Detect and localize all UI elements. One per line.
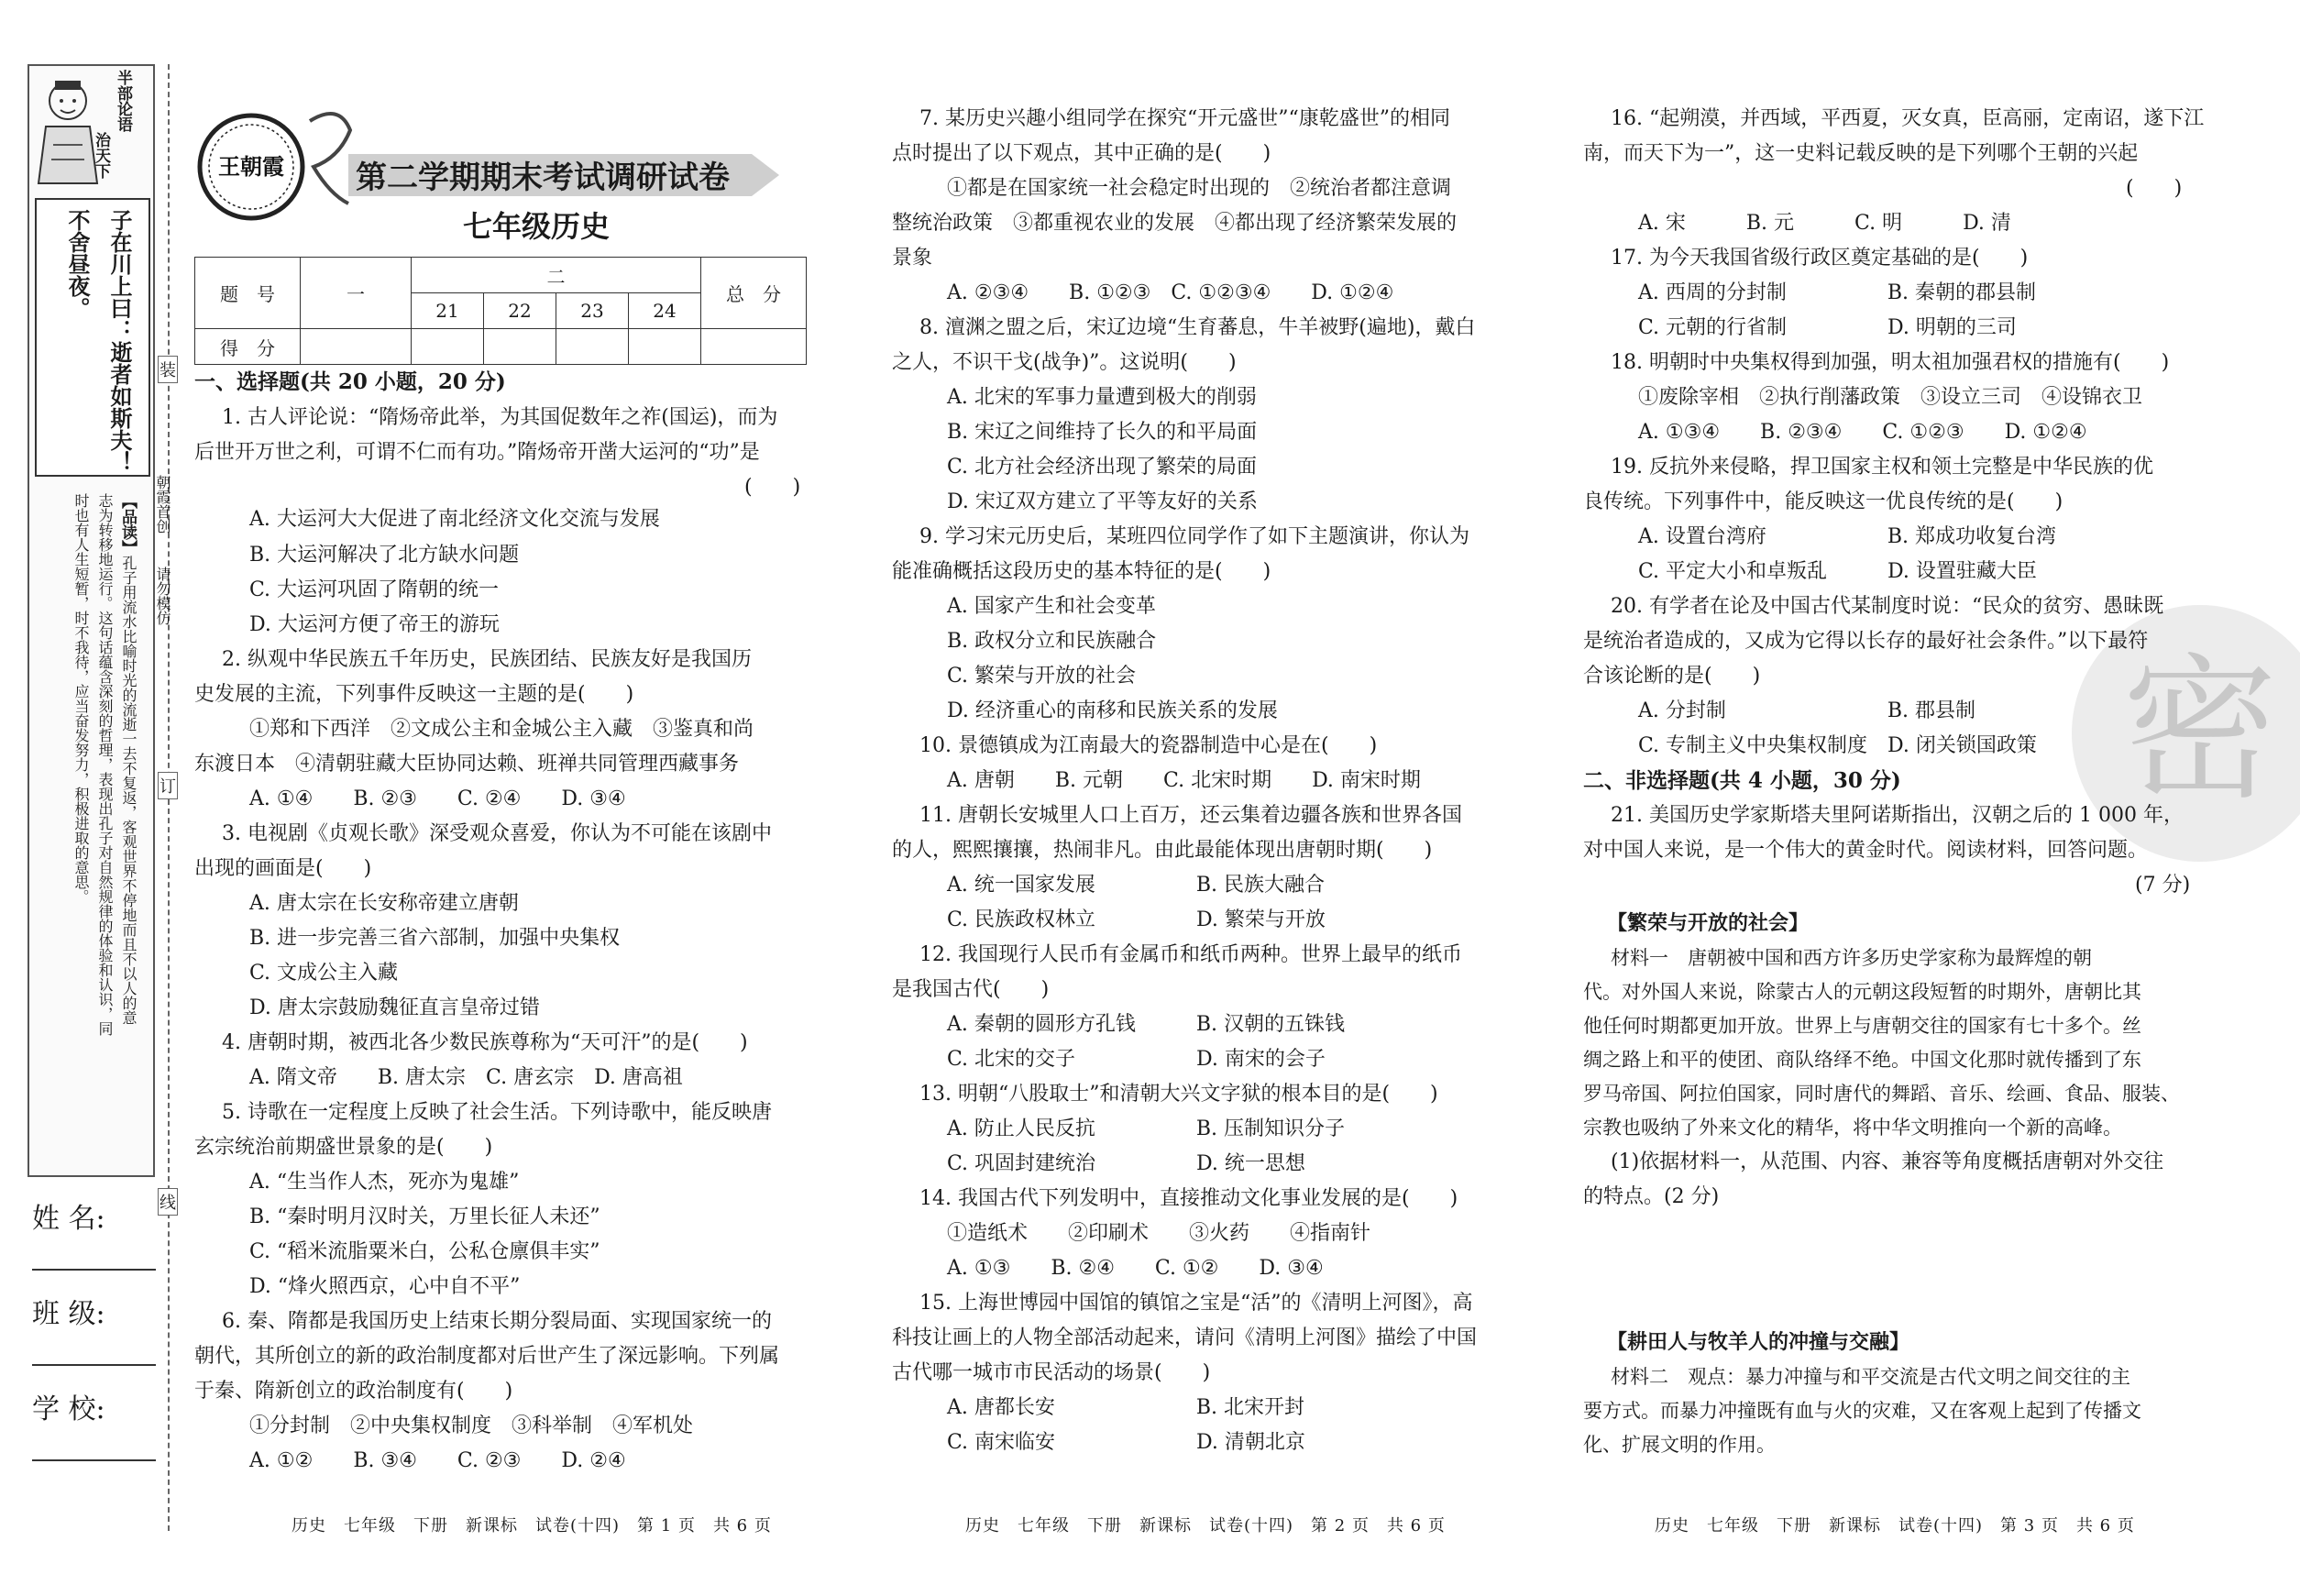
page-subtitle: 七年级历史: [463, 209, 611, 244]
brand-note-2: 请勿模仿: [154, 567, 171, 625]
question-line: 7. 某历史兴趣小组同学在探究“开元盛世”“康乾盛世”的相同: [919, 107, 1450, 130]
material-line: 绸之路上和平的使团、商队络绎不绝。中国文化那时就传播到了东: [1583, 1049, 2141, 1071]
option-line: B. 进一步完善三省六部制，加强中央集权: [249, 927, 621, 950]
question-line: 9. 学习宋元历史后，某班四位同学作了如下主题演讲，你认为: [919, 525, 1469, 548]
score-cell[interactable]: [484, 329, 556, 365]
question-line: 是统治者造成的，又成为它得以长存的最好社会条件。”以下最符: [1583, 630, 2149, 653]
answer-bracket: ( ): [2126, 177, 2183, 200]
score-cell[interactable]: [412, 329, 484, 365]
answer-bracket: ( ): [744, 476, 801, 499]
option-line: A. 统一国家发展 B. 民族大融合: [947, 874, 1326, 897]
material-2-heading: 【耕田人与牧羊人的冲撞与交融】: [1607, 1330, 1910, 1354]
option-line: A. ①② B. ③④ C. ②③ D. ②④: [249, 1449, 626, 1472]
material-line: 材料二 观点：暴力冲撞与和平交流是古代文明之间交往的主: [1611, 1366, 2130, 1388]
question-line: 2. 纵观中华民族五千年历史，民族团结、民族友好是我国历: [222, 648, 752, 671]
footer-page-3: 历史 七年级 下册 新课标 试卷(十四) 第 3 页 共 6 页: [1655, 1516, 2135, 1535]
score-head-qnum: 题 号: [195, 258, 301, 329]
logo-text: 王朝霞: [218, 153, 284, 180]
option-line: ①分封制 ②中央集权制度 ③科举制 ④军机处: [249, 1414, 694, 1437]
option-line: C. 文成公主入藏: [249, 962, 399, 985]
question-line: 11. 唐朝长安城里人口上百万，还云集着边疆各族和世界各国: [919, 804, 1462, 827]
option-line: A. 唐太宗在长安称帝建立唐朝: [249, 892, 519, 915]
question-line: 16. “起朔漠，并西域，平西夏，灭女真，臣高丽，定南诏，遂下江: [1611, 107, 2205, 130]
question-line: 13. 明朝“八股取士”和清朝大兴文字狱的根本目的是( ): [919, 1083, 1438, 1106]
badge-line-2: 治天下: [92, 132, 110, 179]
option-line: ①废除宰相 ②执行削藩政策 ③设立三司 ④设锦衣卫: [1638, 386, 2143, 409]
score-head-q23: 23: [556, 293, 629, 329]
question-line: 玄宗统治前期盛世景象的是( ): [194, 1136, 493, 1159]
badge-line-1: 半部论语: [114, 70, 132, 132]
option-line: D. “烽火照西京，心中自不平”: [249, 1275, 521, 1298]
footer-page-1: 历史 七年级 下册 新课标 试卷(十四) 第 1 页 共 6 页: [292, 1516, 772, 1535]
material-line: 罗马帝国、阿拉伯国家，同时唐代的舞蹈、音乐、绘画、食品、服装、: [1583, 1083, 2180, 1105]
question-line: 6. 秦、隋都是我国历史上结束长期分裂局面、实现国家统一的: [222, 1310, 772, 1333]
sidebar-panel: [28, 64, 155, 1177]
question-line: 之人，不识干戈(战争)”。这说明( ): [892, 351, 1237, 374]
material-line: 要方式。而暴力冲撞既有血与火的灾难，又在客观上起到了传播文: [1583, 1400, 2141, 1422]
option-line: C. 繁荣与开放的社会: [947, 665, 1137, 688]
material-line: 化、扩展文明的作用。: [1583, 1434, 1776, 1456]
score-head-q22: 22: [484, 293, 556, 329]
question-line: 于秦、隋新创立的政治制度有( ): [194, 1380, 513, 1403]
quote-line-2: 不舍昼夜。: [64, 209, 91, 319]
cut-mark-zhuang: 装: [158, 356, 178, 383]
option-line: C. 巩固封建统治 D. 统一思想: [947, 1152, 1305, 1175]
question-line: 12. 我国现行人民币有金属币和纸币两种。世界上最早的纸币: [919, 943, 1462, 966]
cut-mark-ding: 订: [158, 772, 178, 799]
question-line: 南，而天下为一”，这一史料记载反映的是下列哪个王朝的兴起: [1583, 142, 2139, 165]
question-line: 15. 上海世博园中国馆的镇馆之宝是“活”的《清明上河图》，高: [919, 1292, 1473, 1315]
score-head-q21: 21: [412, 293, 484, 329]
commentary-line-1: 孔子用流水比喻时光的流逝一去不复返，客观世界不停地而且不以人的意: [120, 556, 138, 1025]
score-row-label: 得 分: [195, 329, 301, 365]
option-line: A. ①④ B. ②③ C. ②④ D. ③④: [249, 787, 626, 810]
score-head-part1: 一: [301, 258, 412, 329]
quote-line-1: 子在川上曰：逝者如斯夫！: [106, 209, 133, 473]
section-2-heading: 二、非选择题(共 4 小题，30 分): [1583, 768, 1901, 793]
class-label: 班 级:: [32, 1298, 105, 1330]
question-line: 点时提出了以下观点，其中正确的是( ): [892, 142, 1271, 165]
question-line: 朝代，其所创立的新的政治制度都对后世产生了深远影响。下列属: [194, 1345, 780, 1368]
commentary-line-2: 志为转移地运行。这句话蕴含深刻的哲理，表现出孔子对自然规律的体验和认识，同: [96, 493, 114, 1036]
question-line: 19. 反抗外来侵略，捍卫国家主权和领土完整是中华民族的优: [1611, 456, 2153, 479]
option-line: 整统治政策 ③都重视农业的发展 ④都出现了经济繁荣发展的: [892, 212, 1458, 235]
score-head-total: 总 分: [701, 258, 807, 329]
option-line: B. 大运河解决了北方缺水问题: [249, 544, 520, 567]
option-line: A. 国家产生和社会变革: [947, 595, 1156, 618]
commentary-label: 【品读】: [118, 493, 137, 556]
title-band-tip: [752, 154, 779, 196]
option-line: A. ①③④ B. ②③④ C. ①②③ D. ①②④: [1638, 421, 2087, 444]
school-label: 学 校:: [32, 1393, 105, 1425]
commentary-block: [35, 488, 147, 1166]
points-label: (7 分): [2135, 874, 2191, 897]
score-cell[interactable]: [556, 329, 629, 365]
commentary-line-3: 时也有人生短暂，时不我待，应当奋发努力，积极进取的意思。: [72, 493, 90, 904]
score-cell[interactable]: [301, 329, 412, 365]
wangzhaoxia-logo: [194, 103, 314, 240]
option-line: ①都是在国家统一社会稳定时出现的 ②统治者都注意调: [947, 177, 1452, 200]
question-line: 合该论断的是( ): [1583, 665, 1761, 688]
option-line: D. 经济重心的南移和民族关系的发展: [947, 699, 1278, 722]
score-cell[interactable]: [629, 329, 701, 365]
question-line: 17. 为今天我国省级行政区奠定基础的是( ): [1611, 247, 2029, 270]
option-line: A. ②③④ B. ①②③ C. ①②③④ D. ①②④: [947, 281, 1394, 304]
option-line: C. 北方社会经济出现了繁荣的局面: [947, 456, 1258, 479]
option-line: C. 专制主义中央集权制度 D. 闭关锁国政策: [1638, 734, 2037, 757]
option-line: B. “秦时明月汉时关，万里长征人未还”: [249, 1205, 600, 1228]
option-line: B. 政权分立和民族融合: [947, 630, 1157, 653]
option-line: A. 大运河大大促进了南北经济文化交流与发展: [249, 508, 660, 531]
option-line: C. 平定大小和卓叛乱 D. 设置驻藏大臣: [1638, 560, 2037, 583]
option-line: A. “生当作人杰，死亦为鬼雄”: [249, 1171, 520, 1194]
option-line: C. 大运河巩固了隋朝的统一: [249, 578, 500, 601]
question-line: 科技让画上的人物全部活动起来，请问《清明上河图》描绘了中国: [892, 1326, 1478, 1349]
question-line: 10. 景德镇成为江南最大的瓷器制造中心是在( ): [919, 734, 1378, 757]
option-line: A. 宋 B. 元 C. 明 D. 清: [1638, 212, 2011, 235]
material-line: 材料一 唐朝被中国和西方许多历史学家称为最辉煌的朝: [1611, 947, 2092, 969]
option-line: B. 宋辽之间维持了长久的和平局面: [947, 421, 1258, 444]
score-cell[interactable]: [701, 329, 807, 365]
question-line: 古代哪一城市市民活动的场景( ): [892, 1361, 1211, 1384]
option-line: A. 分封制 B. 郡县制: [1638, 699, 1976, 722]
option-line: D. 宋辽双方建立了平等友好的关系: [947, 490, 1258, 513]
score-table: [194, 257, 807, 365]
class-field[interactable]: [32, 1364, 156, 1366]
question-line: 能准确概括这段历史的基本特征的是( ): [892, 560, 1271, 583]
question-line: 出现的画面是( ): [194, 857, 372, 880]
option-line: D. 大运河方便了帝王的游玩: [249, 613, 500, 636]
question-line: 的人，熙熙攘攘，热闹非凡。由此最能体现出唐朝时期( ): [892, 839, 1433, 862]
material-line: 他任何时期都更加开放。世界上与唐朝交往的国家有七十多个。丝: [1583, 1015, 2141, 1037]
option-line: A. 秦朝的圆形方孔钱 B. 汉朝的五铢钱: [947, 1013, 1346, 1036]
question-line: 良传统。下列事件中，能反映这一优良传统的是( ): [1583, 490, 2063, 513]
option-line: A. 设置台湾府 B. 郑成功收复台湾: [1638, 525, 2057, 548]
question-line: 21. 美国历史学家斯塔夫里阿诺斯指出，汉朝之后的 1 000 年，: [1611, 804, 2184, 827]
option-line: C. “稻米流脂粟米白，公私仓廪俱丰实”: [249, 1240, 600, 1263]
brand-note-1: 朝霞首创: [154, 475, 171, 534]
option-line: 东渡日本 ④清朝驻藏大臣协同达赖、班禅共同管理西藏事务: [194, 753, 740, 776]
page-title: 第二学期期末考试调研试卷: [356, 160, 730, 196]
question-line: 4. 唐朝时期，被西北各少数民族尊称为“天可汗”的是( ): [222, 1031, 748, 1054]
question-line: 后世开万世之利，可谓不仁而有功。”隋炀帝开凿大运河的“功”是: [194, 441, 760, 464]
name-label: 姓 名:: [32, 1203, 105, 1235]
quote-box: [35, 198, 150, 477]
question-line: 8. 澶渊之盟之后，宋辽边境“生育蕃息，牛羊被野(遍地)，戴白: [919, 316, 1476, 339]
material-1-heading: 【繁荣与开放的社会】: [1607, 911, 1810, 935]
option-line: ①郑和下西洋 ②文成公主和金城公主入藏 ③鉴真和尚: [249, 718, 754, 741]
answer-area-1[interactable]: [1583, 1219, 2188, 1322]
option-line: C. 元朝的行省制 D. 明朝的三司: [1638, 316, 2017, 339]
material-line: 宗教也吸纳了外来文化的精华，将中华文明推向一个新的高峰。: [1583, 1117, 2122, 1139]
cut-mark-xian: 线: [158, 1188, 178, 1216]
option-line: A. 隋文帝 B. 唐太宗 C. 唐玄宗 D. 唐高祖: [249, 1066, 683, 1089]
option-line: A. 防止人民反抗 B. 压制知识分子: [947, 1117, 1346, 1140]
question-line: 18. 明朝时中央集权得到加强，明太祖加强君权的措施有( ): [1611, 351, 2170, 374]
option-line: A. 北宋的军事力量遭到极大的削弱: [947, 386, 1257, 409]
option-line: D. 唐太宗鼓励魏征直言皇帝过错: [249, 996, 540, 1019]
stamp-text: 密: [2121, 640, 2279, 821]
score-head-part2: 二: [412, 258, 701, 293]
score-head-q24: 24: [629, 293, 701, 329]
question-line: 史发展的主流，下列事件反映这一主题的是( ): [194, 683, 634, 706]
option-line: A. ①③ B. ②④ C. ①② D. ③④: [947, 1257, 1324, 1280]
question-line: 是我国古代( ): [892, 978, 1050, 1001]
section-1-heading: 一、选择题(共 20 小题，20 分): [194, 369, 506, 394]
footer-page-2: 历史 七年级 下册 新课标 试卷(十四) 第 2 页 共 6 页: [965, 1516, 1446, 1535]
option-line: A. 唐都长安 B. 北宋开封: [947, 1396, 1305, 1419]
question-line: 1. 古人评论说：“隋炀帝此举，为其国促数年之祚(国运)，而为: [222, 406, 778, 429]
question-line: 对中国人来说，是一个伟大的黄金时代。阅读材料，回答问题。: [1583, 839, 2149, 862]
option-line: A. 西周的分封制 B. 秦朝的郡县制: [1638, 281, 2037, 304]
option-line: 景象: [892, 247, 933, 270]
option-line: C. 南宋临安 D. 清朝北京: [947, 1431, 1305, 1454]
option-line: A. 唐朝 B. 元朝 C. 北宋时期 D. 南宋时期: [947, 769, 1421, 792]
question-line: 20. 有学者在论及中国古代某制度时说：“民众的贫穷、愚昧既: [1611, 595, 2164, 618]
question-line: 14. 我国古代下列发明中，直接推动文化事业发展的是( ): [919, 1187, 1458, 1210]
question-line: (1)依据材料一，从范围、内容、兼容等角度概括唐朝对外交往: [1611, 1150, 2164, 1173]
material-line: 代。对外国人来说，除蒙古人的元朝这段短暂的时期外，唐朝比其: [1583, 981, 2141, 1003]
option-line: ①造纸术 ②印刷术 ③火药 ④指南针: [947, 1222, 1371, 1245]
school-field[interactable]: [32, 1459, 156, 1461]
option-line: C. 北宋的交子 D. 南宋的会子: [947, 1048, 1326, 1071]
option-line: C. 民族政权林立 D. 繁荣与开放: [947, 908, 1326, 931]
question-line: 5. 诗歌在一定程度上反映了社会生活。下列诗歌中，能反映唐: [222, 1101, 772, 1124]
name-field[interactable]: [32, 1269, 156, 1271]
question-line: 的特点。(2 分): [1583, 1185, 1720, 1208]
question-line: 3. 电视剧《贞观长歌》深受观众喜爱，你认为不可能在该剧中: [222, 822, 772, 845]
